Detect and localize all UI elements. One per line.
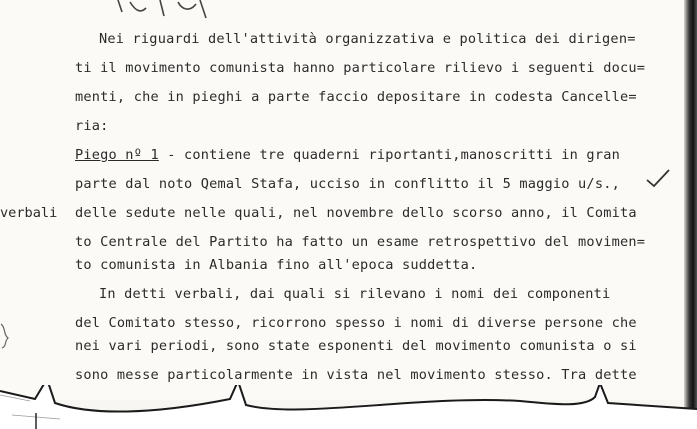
text-line-3: menti, che in pieghi a parte faccio depositare in codesta Cancelle= bbox=[75, 89, 637, 105]
text-line-8: to Centrale del Partito ha fatto un esame retrospettivo del movimen= bbox=[75, 234, 646, 250]
left-edge-smudge bbox=[0, 320, 12, 350]
text-line-4: ria: bbox=[75, 118, 109, 134]
text-line-7: delle sedute nelle quali, nel novembre dello scorso anno, il Comita bbox=[75, 205, 637, 221]
text-line-11: del Comitato stesso, ricorrono spesso i nomi di diverse persone che bbox=[75, 315, 637, 331]
piego-label: Piego nº 1 bbox=[75, 147, 159, 163]
page-edge-shadow bbox=[684, 0, 697, 429]
text-line-13: sono messe particolarmente in vista nel movimento stesso. Tra dette bbox=[75, 367, 637, 383]
text-line-10: In detti verbali, dai quali si rilevano i nomi dei componenti bbox=[99, 286, 611, 302]
text-line-5 bbox=[75, 145, 620, 165]
top-handwriting-marks bbox=[0, 0, 697, 30]
text-line-6: parte dal noto Qemal Stafa, ucciso in conflitto il 5 maggio u/s., bbox=[75, 176, 620, 192]
text-line-1: Nei riguardi dell'attività organizzativa e politica dei dirigen= bbox=[99, 31, 636, 47]
handwritten-check-mark bbox=[645, 168, 671, 188]
piego-description: - contiene tre quaderni riportanti,manoscritti in gran bbox=[158, 147, 620, 163]
margin-note: verbali bbox=[0, 205, 58, 221]
text-line-2: ti il movimento comunista hanno particolare rilievo i seguenti docu= bbox=[75, 60, 646, 76]
text-line-9: to comunista in Albania fino all'epoca suddetta. bbox=[75, 257, 478, 273]
torn-bottom-edge bbox=[0, 385, 697, 429]
text-line-12: nei vari periodi, sono state esponenti del movimento comunista o si bbox=[75, 338, 637, 354]
